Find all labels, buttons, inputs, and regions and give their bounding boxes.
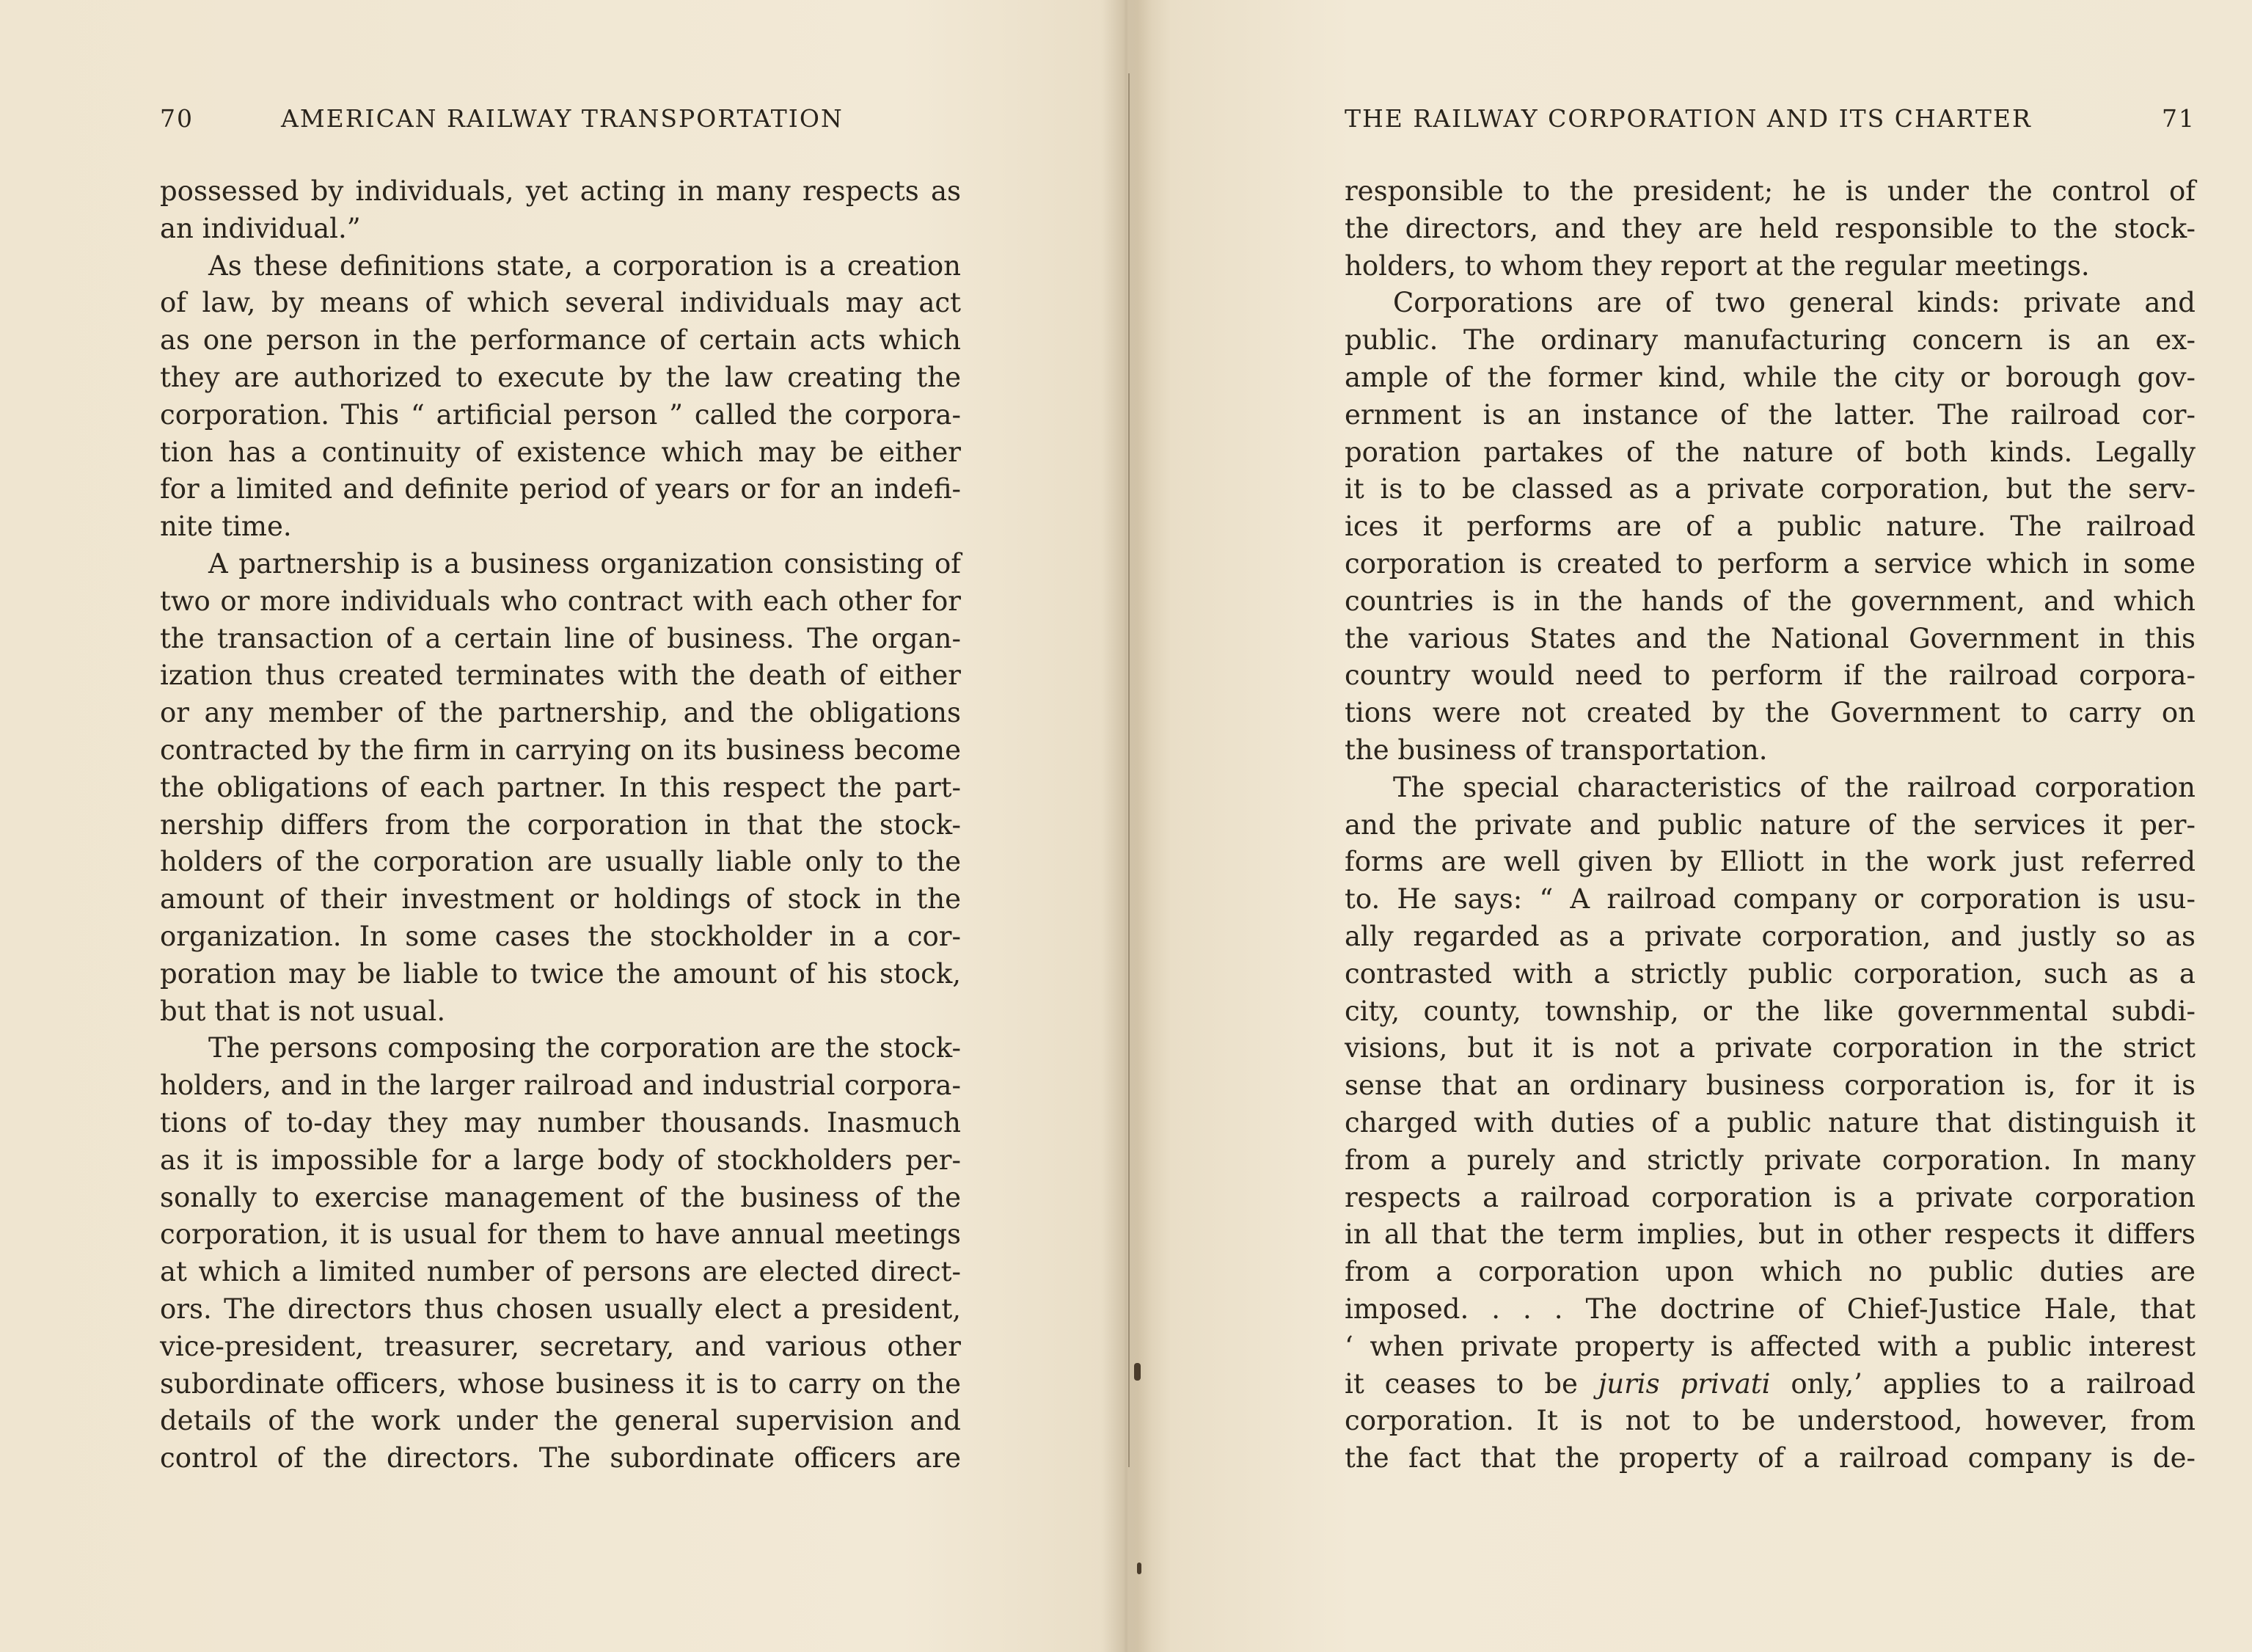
text-line: corporation. This “ artificial person ” called the corpora- <box>160 398 961 431</box>
page-header <box>160 104 961 141</box>
text-line: tions were not created by the Government to carry on <box>1345 697 2196 729</box>
text-line: ors. The directors thus chosen usually elect a president, <box>160 1293 961 1325</box>
text-line: the obligations of each partner. In this respect the part- <box>160 771 961 803</box>
page-body-text <box>160 173 961 1477</box>
text-line: the various States and the National Government in this <box>1345 622 2196 654</box>
text-line: As these definitions state, a corporation is a creation <box>208 249 961 282</box>
text-line: sonally to exercise management of the business of the <box>160 1181 961 1213</box>
text-line: ization thus created terminates with the death of either <box>160 659 961 692</box>
text-line: amount of their investment or holdings of stock in the <box>160 883 961 915</box>
right-page <box>1126 0 2252 1652</box>
text-line: nite time. <box>160 511 292 543</box>
running-head: THE RAILWAY CORPORATION AND ITS CHARTER <box>1345 104 2032 133</box>
text-line: the business of transportation. <box>1345 734 1768 766</box>
text-line: responsible to the president; he is under the control of <box>1345 175 2196 207</box>
text-line: as it is impossible for a large body of stockholders per- <box>160 1144 961 1176</box>
text-line: organization. In some cases the stockholder in a cor- <box>160 920 961 952</box>
text-line: to. He says: “ A railroad company or corporation is usu- <box>1345 883 2196 915</box>
text-line: tions of to-day they may number thousands. Inasmuch <box>160 1106 961 1139</box>
text-line: subordinate officers, whose business it is to carry on the <box>160 1367 961 1400</box>
text-line: corporation is created to perform a service which in some <box>1345 547 2196 580</box>
text-line: the directors, and they are held responsible to the stock- <box>1345 212 2196 244</box>
text-line: for a limited and definite period of years or for an indefi- <box>160 473 961 505</box>
text-line: an individual.” <box>160 212 361 244</box>
text-line: public. The ordinary manufacturing concern is an ex- <box>1345 324 2196 357</box>
text-line: imposed. . . . The doctrine of Chief-Justice Hale, that <box>1345 1293 2196 1325</box>
italic-phrase: juris privati <box>1598 1367 1771 1400</box>
text-line: sense that an ordinary business corporation is, for it is <box>1345 1070 2196 1102</box>
text-line: from a corporation upon which no public duties are <box>1345 1256 2196 1288</box>
text-line: contracted by the firm in carrying on its business become <box>160 734 961 766</box>
text-line: holders of the corporation are usually liable only to the <box>160 846 961 878</box>
text-line: it ceases to be juris privati only,’ applies to a railroad <box>1345 1367 2196 1400</box>
text-line: countries is in the hands of the government, and which <box>1345 585 2196 617</box>
text-line: poration partakes of the nature of both kinds. Legally <box>1345 436 2196 468</box>
running-head: AMERICAN RAILWAY TRANSPORTATION <box>281 104 844 133</box>
text-line: ices it performs are of a public nature. The railroad <box>1345 511 2196 543</box>
text-line: at which a limited number of persons are elected direct- <box>160 1256 961 1288</box>
text-line: charged with duties of a public nature that distinguish it <box>1345 1106 2196 1139</box>
text-line: control of the directors. The subordinate officers are <box>160 1442 961 1474</box>
text-line: but that is not usual. <box>160 995 446 1027</box>
text-line: nership differs from the corporation in that the stock- <box>160 808 961 841</box>
page-number: 70 <box>160 104 194 133</box>
text-line: contrasted with a strictly public corporation, such as a <box>1345 957 2196 990</box>
text-line: ‘ when private property is affected with a public interest <box>1345 1330 2196 1362</box>
page-number: 71 <box>2162 104 2196 133</box>
text-line: A partnership is a business organization consisting of <box>208 547 961 580</box>
page-body-text <box>1345 173 2196 1477</box>
text-line: or any member of the partnership, and the obligations <box>160 697 961 729</box>
text-line: of law, by means of which several individuals may act <box>160 287 961 319</box>
text-line: corporation. It is not to be understood, however, from <box>1345 1405 2196 1437</box>
text-line: The special characteristics of the railroad corporation <box>1393 771 2196 803</box>
text-line: holders, and in the larger railroad and industrial corpora- <box>160 1070 961 1102</box>
text-line: it is to be classed as a private corporation, but the serv- <box>1345 473 2196 505</box>
text-line: two or more individuals who contract with each other for <box>160 585 961 617</box>
text-line: forms are well given by Elliott in the work just referred <box>1345 846 2196 878</box>
text-line: country would need to perform if the railroad corpora- <box>1345 659 2196 692</box>
text-line: ernment is an instance of the latter. The railroad cor- <box>1345 398 2196 431</box>
text-line: and the private and public nature of the services it per- <box>1345 808 2196 841</box>
text-line: city, county, township, or the like governmental subdi- <box>1345 995 2196 1027</box>
text-line: visions, but it is not a private corporation in the strict <box>1345 1032 2196 1064</box>
text-line: tion has a continuity of existence which may be either <box>160 436 961 468</box>
text-line: they are authorized to execute by the law creating the <box>160 361 961 393</box>
text-line: corporation, it is usual for them to have annual meetings <box>160 1218 961 1251</box>
text-line: the transaction of a certain line of business. The organ- <box>160 622 961 654</box>
text-line: ample of the former kind, while the city or borough gov- <box>1345 361 2196 393</box>
text-line: poration may be liable to twice the amount of his stock, <box>160 957 961 990</box>
text-line: the fact that the property of a railroad company is de- <box>1345 1442 2196 1474</box>
text-line: possessed by individuals, yet acting in many respects as <box>160 175 961 207</box>
text-line: from a purely and strictly private corporation. In many <box>1345 1144 2196 1176</box>
text-line: in all that the term implies, but in other respects it differs <box>1345 1218 2196 1251</box>
text-line: The persons composing the corporation are the stock- <box>208 1032 961 1064</box>
text-line: respects a railroad corporation is a private corporation <box>1345 1181 2196 1213</box>
text-line: details of the work under the general supervision and <box>160 1405 961 1437</box>
text-line: as one person in the performance of certain acts which <box>160 324 961 357</box>
text-line: ally regarded as a private corporation, and justly so as <box>1345 920 2196 952</box>
text-line: Corporations are of two general kinds: private and <box>1393 287 2196 319</box>
page-header <box>1345 104 2196 141</box>
text-line: vice-president, treasurer, secretary, and various other <box>160 1330 961 1362</box>
text-line: holders, to whom they report at the regular meetings. <box>1345 249 2090 282</box>
